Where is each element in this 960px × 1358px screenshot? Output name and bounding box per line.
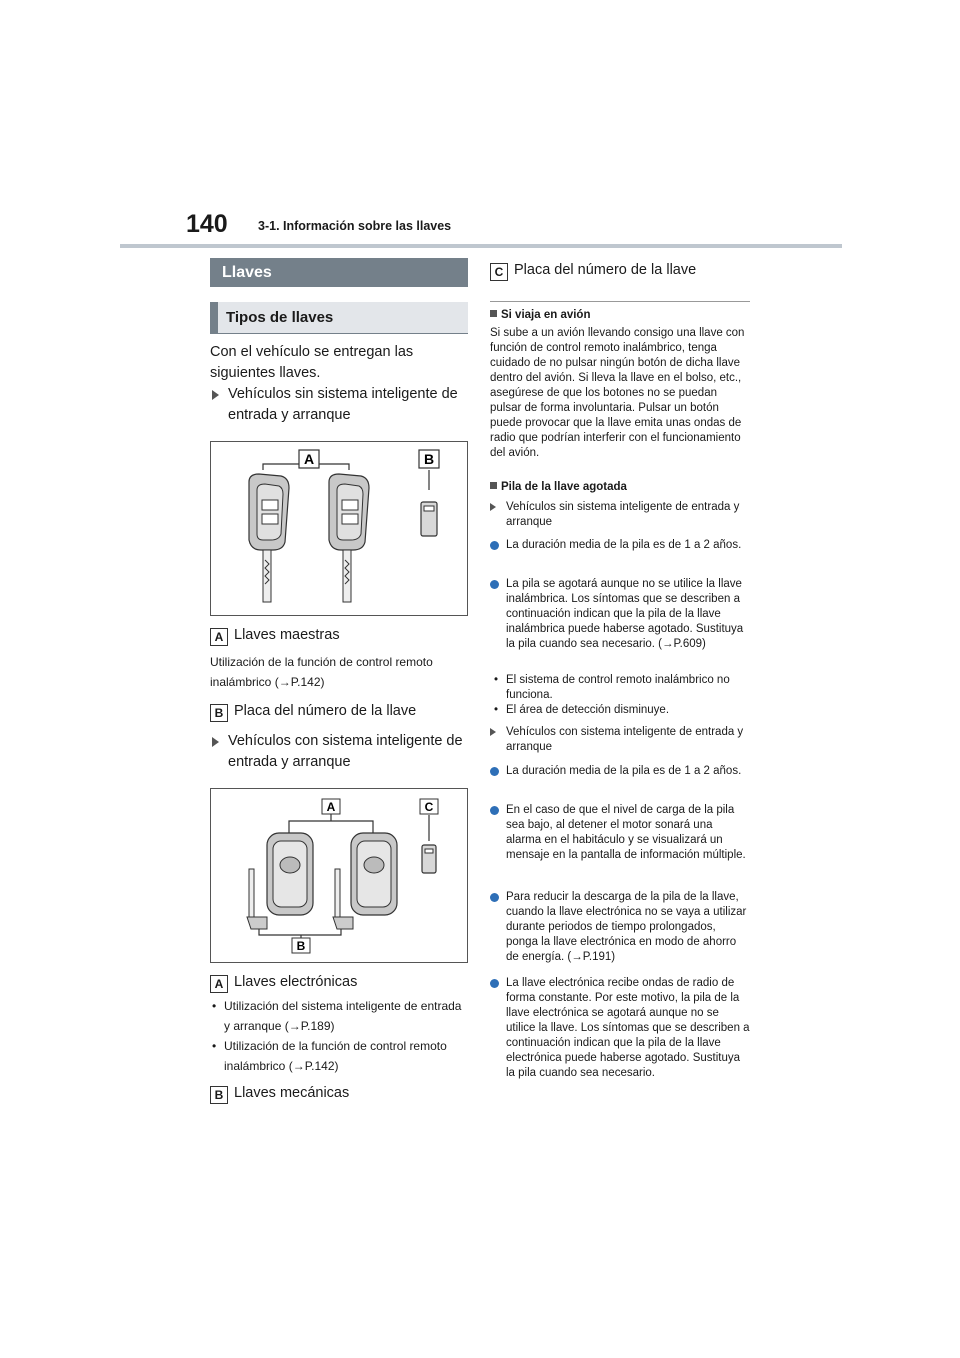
fig2-label-a: A	[326, 800, 336, 814]
item-a-text: Llaves electrónicas	[234, 974, 358, 990]
dot-bullet-icon	[490, 541, 499, 550]
group1-item-b	[210, 702, 416, 722]
battery-sub1-text: Vehículos sin sistema inteligente de entrada y arranque	[506, 501, 740, 528]
fig1-label-b: B	[423, 451, 435, 467]
battery-p5	[490, 890, 750, 965]
mechanical-key-2-icon	[333, 869, 353, 929]
battery-p5-text: Para reducir la descarga de la pila de la llave, cuando la llave electrónica no se vaya a utilizar durante periodos de tiempo prolongados, ponga la llave electrónica en modo de ahorro de energía. (→P.191)	[506, 891, 747, 963]
battery-p2	[490, 577, 750, 652]
label-b-badge: B	[210, 1086, 228, 1104]
item-b-text: Placa del número de la llave	[234, 703, 417, 719]
group1-title-text: Vehículos sin sistema inteligente de entrada y arranque	[228, 386, 458, 423]
triangle-icon	[490, 728, 496, 736]
dot-bullet-icon	[490, 580, 499, 589]
bullet-text: Utilización del sistema inteligente de entrada y arranque (→P.189)	[224, 999, 462, 1033]
subsection-title: Tipos de llaves	[210, 302, 468, 333]
battery-sub2-text: Vehículos con sistema inteligente de entrada y arranque	[506, 726, 744, 753]
triangle-icon	[212, 737, 219, 747]
dot-bullet-icon	[490, 893, 499, 902]
group2-item-b	[210, 1084, 349, 1104]
dot-bullet-icon	[490, 979, 499, 988]
battery-p3-text: La duración media de la pila es de 1 a 2 años.	[506, 765, 742, 777]
item-a-text: Llaves maestras	[234, 627, 340, 643]
battery-p4-text: En el caso de que el nivel de carga de la pila sea bajo, al detener el motor sonará una alarma en el habitáculo y se visualizará un mensaje en la pantalla de información múltiple.	[506, 804, 746, 861]
group2-item-a-bullets	[210, 996, 468, 1076]
square-bullet-icon	[490, 482, 497, 489]
electronic-keys-illustration	[211, 789, 467, 962]
bullet-mark: •	[212, 999, 217, 1013]
battery-p1	[490, 538, 750, 553]
c-item-text: Placa del número de la llave	[514, 262, 697, 278]
mechanical-key-1-icon	[247, 869, 267, 929]
battery-sub2	[490, 725, 750, 755]
fig1-label-a: A	[303, 451, 315, 467]
section-title: Llaves	[210, 258, 468, 287]
group1-title	[210, 384, 468, 426]
battery-title-text: Pila de la llave agotada	[501, 481, 627, 493]
group2-item-a	[210, 973, 357, 993]
fig2-label-b: B	[296, 939, 306, 953]
master-key-1-icon	[249, 474, 289, 602]
fig2-label-c: C	[424, 800, 434, 814]
airplane-body: Si sube a un avión llevando consigo una llave con función de control remoto inalámbrico, tenga cuidado de no pulsar ningún botón de dicha llave dentro del avión. Si lleva la llave en el bolso, etc., asegúrese de que los botones no se puedan pulsar de forma involuntaria. Pulsar un botón puede provocar que la llave emita unas ondas de radio que podrían interferir con el funcionamiento del avión.	[490, 327, 745, 459]
group2-title	[210, 731, 468, 773]
item-b-text: Llaves mecánicas	[234, 1085, 350, 1101]
label-a-badge: A	[210, 628, 228, 646]
bullet-mark: •	[494, 704, 499, 716]
subsection-rule	[210, 333, 468, 334]
bullet-text: Utilización de la función de control remoto inalámbrico (→P.142)	[224, 1039, 447, 1073]
label-b-badge: B	[210, 704, 228, 722]
figure-master-keys	[210, 441, 468, 616]
figure-electronic-keys	[210, 788, 468, 963]
master-key-2-icon	[329, 474, 369, 602]
square-bullet-icon	[490, 310, 497, 317]
c-item	[490, 261, 696, 281]
group1-item-a	[210, 626, 340, 646]
airplane-title	[490, 308, 590, 323]
triangle-icon	[490, 503, 496, 511]
bullet-text: El área de detección disminuye.	[506, 704, 670, 716]
battery-p1-text: La duración media de la pila es de 1 a 2 años.	[506, 539, 742, 551]
dot-bullet-icon	[490, 767, 499, 776]
section-divider	[490, 301, 750, 302]
electronic-key-1-icon	[267, 833, 313, 915]
dot-bullet-icon	[490, 806, 499, 815]
group1-item-a-note: Utilización de la función de control remoto inalámbrico (→P.142)	[210, 655, 433, 689]
chapter-title: 3-1. Información sobre las llaves	[258, 219, 452, 233]
key-number-plate-icon	[422, 845, 436, 873]
battery-p3	[490, 764, 750, 779]
bullet-text: El sistema de control remoto inalámbrico no funciona.	[506, 674, 730, 701]
header-rule	[120, 244, 842, 248]
battery-p2-text: La pila se agotará aunque no se utilice la llave inalámbrica. Los síntomas que se describen a continuación indican que la pila de la llave inalámbrica puede haberse agotado. Sustituya la pila cuando sea necesario. (→P.609)	[506, 578, 744, 650]
battery-p6-text: La llave electrónica recibe ondas de radio de forma constante. Por este motivo, la pila de la llave electrónica se agotará aunque no se utilice la llave. Los síntomas que se describen a continuación indican que la pila de la llave electrónica puede haberse agotado. Sustituya la pila cuando sea necesario.	[506, 977, 750, 1079]
master-keys-illustration	[211, 442, 467, 615]
battery-p6	[490, 976, 750, 1081]
triangle-icon	[212, 390, 219, 400]
label-a-badge: A	[210, 975, 228, 993]
bullet-mark: •	[212, 1039, 217, 1053]
bullet-mark: •	[494, 674, 499, 686]
battery-p4	[490, 803, 750, 863]
battery-p2-bullets	[490, 673, 750, 718]
electronic-key-2-icon	[351, 833, 397, 915]
page-number: 140	[186, 210, 228, 238]
airplane-title-text: Si viaja en avión	[501, 309, 591, 321]
battery-sub1	[490, 500, 750, 530]
battery-title	[490, 480, 627, 495]
key-number-plate-icon	[421, 502, 437, 536]
group2-title-text: Vehículos con sistema inteligente de entrada y arranque	[228, 733, 463, 770]
intro-text: Con el vehículo se entregan las siguientes llaves.	[210, 344, 414, 381]
label-c-badge: C	[490, 263, 508, 281]
